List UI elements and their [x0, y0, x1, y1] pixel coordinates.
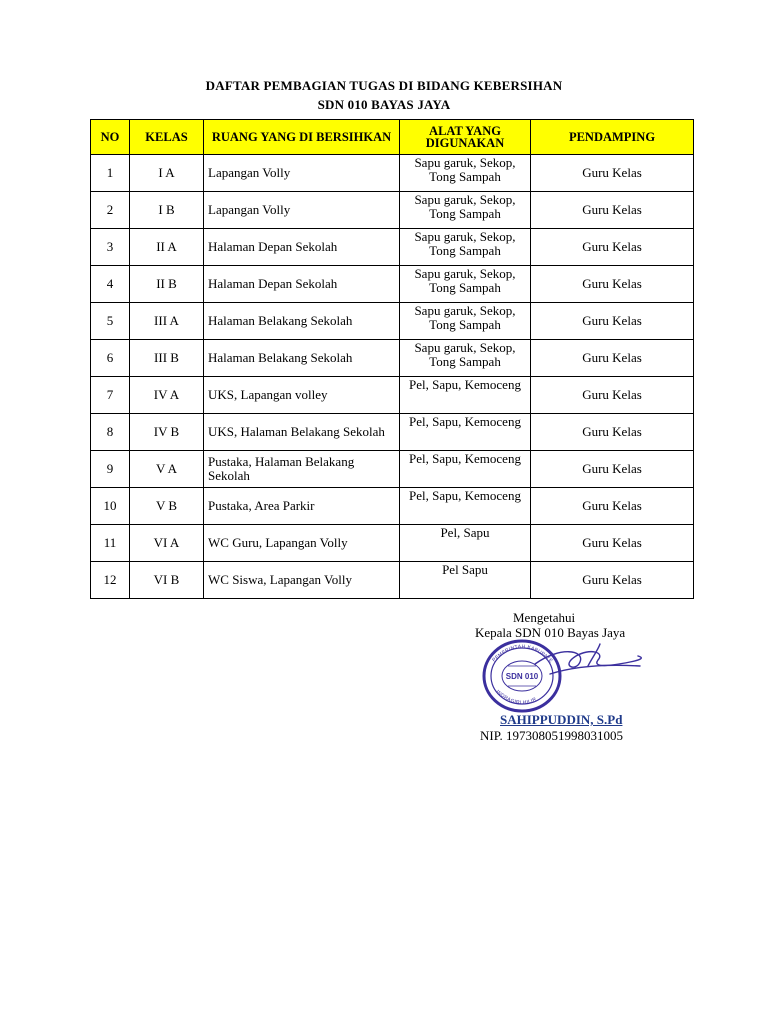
cell-ruang: Lapangan Volly	[204, 192, 400, 229]
cell-no: 2	[91, 192, 130, 229]
header-kelas: KELAS	[130, 120, 204, 155]
cell-alat: Pel, Sapu, Kemoceng	[400, 451, 531, 488]
cell-no: 1	[91, 155, 130, 192]
table-body	[91, 155, 694, 599]
cell-alat: Pel, Sapu	[400, 525, 531, 562]
duty-table	[90, 119, 694, 599]
cell-ruang: Pustaka, Halaman Belakang Sekolah	[204, 451, 400, 488]
cell-kelas: V B	[130, 488, 204, 525]
cell-ruang: UKS, Halaman Belakang Sekolah	[204, 414, 400, 451]
table-row	[91, 414, 694, 451]
cell-no: 9	[91, 451, 130, 488]
cell-alat: Sapu garuk, Sekop, Tong Sampah	[400, 266, 531, 303]
cell-pendamping: Guru Kelas	[531, 488, 694, 525]
cell-pendamping: Guru Kelas	[531, 377, 694, 414]
cell-ruang: UKS, Lapangan volley	[204, 377, 400, 414]
cell-kelas: II A	[130, 229, 204, 266]
cell-no: 12	[91, 562, 130, 599]
cell-alat: Pel, Sapu, Kemoceng	[400, 488, 531, 525]
cell-pendamping: Guru Kelas	[531, 525, 694, 562]
cell-kelas: I A	[130, 155, 204, 192]
cell-kelas: III A	[130, 303, 204, 340]
cell-no: 10	[91, 488, 130, 525]
cell-alat: Pel, Sapu, Kemoceng	[400, 377, 531, 414]
known-by-label: Mengetahui	[513, 610, 576, 625]
cell-alat: Sapu garuk, Sekop, Tong Sampah	[400, 155, 531, 192]
cell-alat: Pel, Sapu, Kemoceng	[400, 414, 531, 451]
signer-position: Kepala SDN 010 Bayas Jaya	[475, 625, 626, 640]
cell-pendamping: Guru Kelas	[531, 155, 694, 192]
svg-text:INDRAGIRI HILIR: INDRAGIRI HILIR	[494, 689, 538, 707]
header-alat: ALAT YANG DIGUNAKAN	[400, 120, 531, 155]
cell-kelas: IV B	[130, 414, 204, 451]
stamp-seal	[480, 636, 560, 711]
cell-pendamping: Guru Kelas	[531, 562, 694, 599]
cell-pendamping: Guru Kelas	[531, 303, 694, 340]
cell-ruang: WC Siswa, Lapangan Volly	[204, 562, 400, 599]
cell-no: 5	[91, 303, 130, 340]
signer-name: SAHIPPUDDIN, S.Pd	[500, 712, 623, 727]
table-row	[91, 377, 694, 414]
table-row	[91, 488, 694, 525]
header-pendamping: PENDAMPING	[531, 120, 694, 155]
header-no: NO	[91, 120, 130, 155]
table-header-row	[91, 120, 694, 155]
cell-pendamping: Guru Kelas	[531, 340, 694, 377]
table-row	[91, 192, 694, 229]
cell-no: 6	[91, 340, 130, 377]
cell-kelas: IV A	[130, 377, 204, 414]
cell-no: 3	[91, 229, 130, 266]
document-subtitle: SDN 010 BAYAS JAYA	[317, 97, 451, 112]
header-ruang: RUANG YANG DI BERSIHKAN	[204, 120, 400, 155]
cell-kelas: II B	[130, 266, 204, 303]
cell-pendamping: Guru Kelas	[531, 192, 694, 229]
cell-pendamping: Guru Kelas	[531, 451, 694, 488]
cell-ruang: WC Guru, Lapangan Volly	[204, 525, 400, 562]
cell-ruang: Lapangan Volly	[204, 155, 400, 192]
document-title: DAFTAR PEMBAGIAN TUGAS DI BIDANG KEBERSIHAN	[205, 78, 563, 93]
table-row	[91, 525, 694, 562]
cell-pendamping: Guru Kelas	[531, 229, 694, 266]
cell-alat: Sapu garuk, Sekop, Tong Sampah	[400, 340, 531, 377]
table-row	[91, 451, 694, 488]
table-row	[91, 155, 694, 192]
table-row	[91, 562, 694, 599]
cell-alat: Sapu garuk, Sekop, Tong Sampah	[400, 229, 531, 266]
signer-nip: NIP. 197308051998031005	[480, 728, 624, 743]
table-row	[91, 266, 694, 303]
cell-ruang: Halaman Depan Sekolah	[204, 229, 400, 266]
cell-kelas: I B	[130, 192, 204, 229]
cell-kelas: V A	[130, 451, 204, 488]
cell-pendamping: Guru Kelas	[531, 414, 694, 451]
cell-kelas: VI B	[130, 562, 204, 599]
cell-no: 8	[91, 414, 130, 451]
cell-kelas: III B	[130, 340, 204, 377]
cell-pendamping: Guru Kelas	[531, 266, 694, 303]
table-row	[91, 340, 694, 377]
cell-ruang: Halaman Belakang Sekolah	[204, 303, 400, 340]
table-row	[91, 229, 694, 266]
cell-no: 7	[91, 377, 130, 414]
cell-no: 11	[91, 525, 130, 562]
cell-ruang: Halaman Depan Sekolah	[204, 266, 400, 303]
table-row	[91, 303, 694, 340]
svg-text:PEMERINTAH KABUPATEN: PEMERINTAH KABUPATE	[491, 643, 554, 665]
svg-text:SDN 010: SDN 010	[505, 672, 539, 681]
school-stamp-with-signature	[480, 636, 655, 716]
cell-ruang: Pustaka, Area Parkir	[204, 488, 400, 525]
cell-ruang: Halaman Belakang Sekolah	[204, 340, 400, 377]
cell-alat: Sapu garuk, Sekop, Tong Sampah	[400, 303, 531, 340]
cell-kelas: VI A	[130, 525, 204, 562]
cell-alat: Sapu garuk, Sekop, Tong Sampah	[400, 192, 531, 229]
cell-no: 4	[91, 266, 130, 303]
cell-alat: Pel Sapu	[400, 562, 531, 599]
